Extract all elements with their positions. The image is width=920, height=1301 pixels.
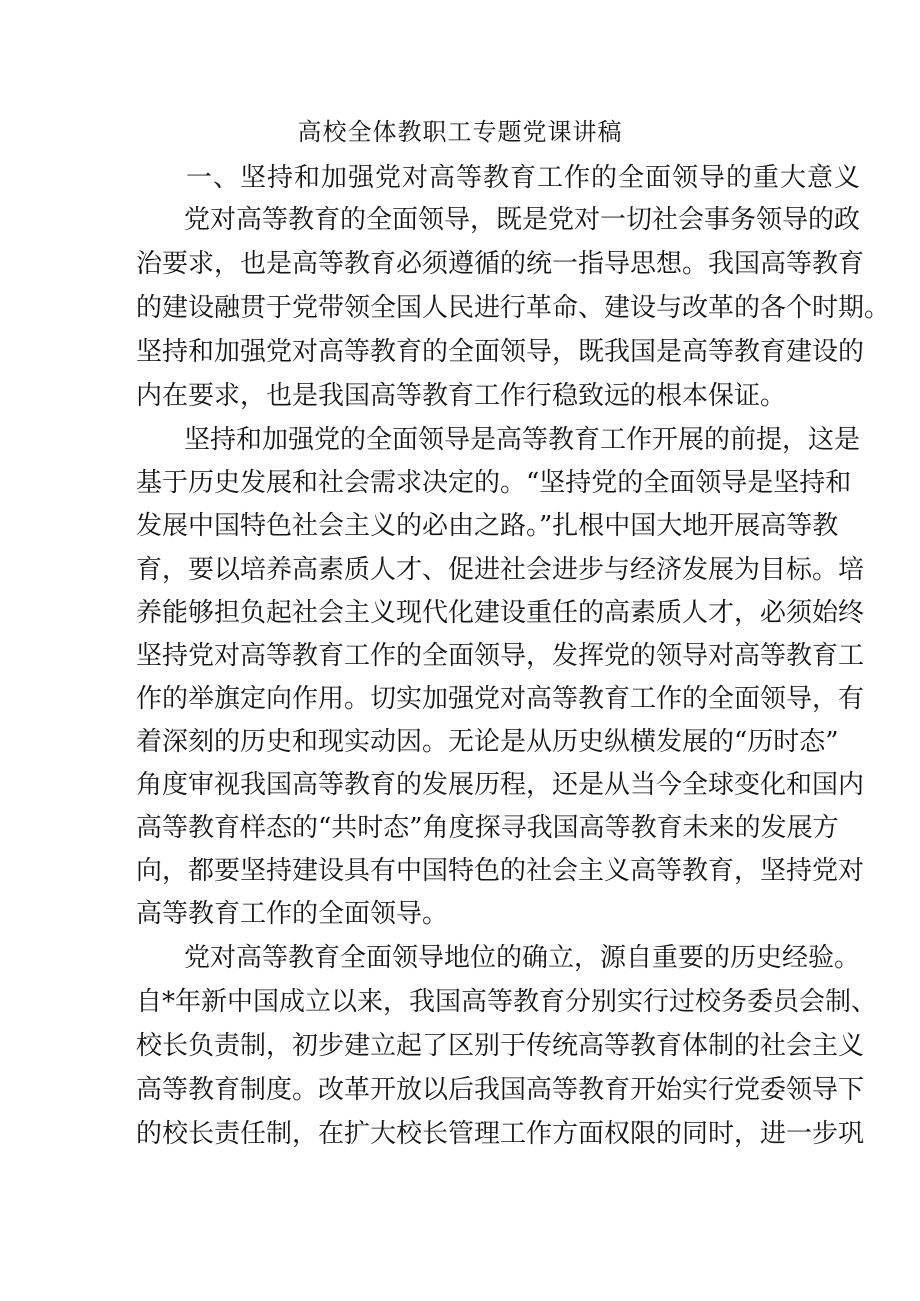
paragraph-line: 角度审视我国高等教育的发展历程，还是从当今全球变化和国内 [136,770,865,800]
paragraph-line: 党对高等教育全面领导地位的确立，源自重要的历史经验。 [184,943,861,973]
paragraph-line: 坚持党对高等教育工作的全面领导，发挥党的领导对高等教育工 [136,641,865,671]
paragraph-line: 校长负责制，初步建立起了区别于传统高等教育体制的社会主义 [136,1031,865,1061]
paragraph-line: 自*年新中国成立以来，我国高等教育分别实行过校务委员会制、 [136,987,878,1017]
paragraph-line: 高等教育制度。改革开放以后我国高等教育开始实行党委领导下 [136,1075,865,1105]
paragraph-line: 着深刻的历史和现实动因。无论是从历史纵横发展的“历时态” [136,727,839,757]
paragraph-line: 向，都要坚持建设具有中国特色的社会主义高等教育，坚持党对 [136,856,865,886]
paragraph-line: 的建设融贯于党带领全国人民进行革命、建设与改革的各个时期。 [136,293,891,323]
paragraph-line: 养能够担负起社会主义现代化建设重任的高素质人才，必须始终 [136,598,865,628]
paragraph-line: 党对高等教育的全面领导，既是党对一切社会事务领导的政 [184,205,861,235]
document-title: 高校全体教职工专题党课讲稿 [297,118,623,146]
paragraph-line: 坚持和加强党对高等教育的全面领导，既我国是高等教育建设的 [136,337,865,367]
paragraph-line: 育，要以培养高素质人才、促进社会进步与经济发展为目标。培 [136,555,865,585]
paragraph-line: 发展中国特色社会主义的必由之路。”扎根中国大地开展高等教 [136,511,839,541]
paragraph-line: 高等教育工作的全面领导。 [136,899,449,929]
paragraph-line: 内在要求，也是我国高等教育工作行稳致远的根本保证。 [136,381,787,411]
paragraph-line: 坚持和加强党的全面领导是高等教育工作开展的前提，这是 [184,425,861,455]
paragraph-line: 治要求，也是高等教育必须遵循的统一指导思想。我国高等教育 [136,249,865,279]
paragraph-line: 作的举旗定向作用。切实加强党对高等教育工作的全面领导，有 [136,684,865,714]
section-heading: 一、坚持和加强党对高等教育工作的全面领导的重大意义 [186,163,862,193]
paragraph-line: 高等教育样态的“共时态”角度探寻我国高等教育未来的发展方 [136,813,839,843]
paragraph-line: 基于历史发展和社会需求决定的。“坚持党的全面领导是坚持和 [136,468,852,498]
paragraph-line: 的校长责任制，在扩大校长管理工作方面权限的同时，进一步巩 [136,1119,865,1149]
